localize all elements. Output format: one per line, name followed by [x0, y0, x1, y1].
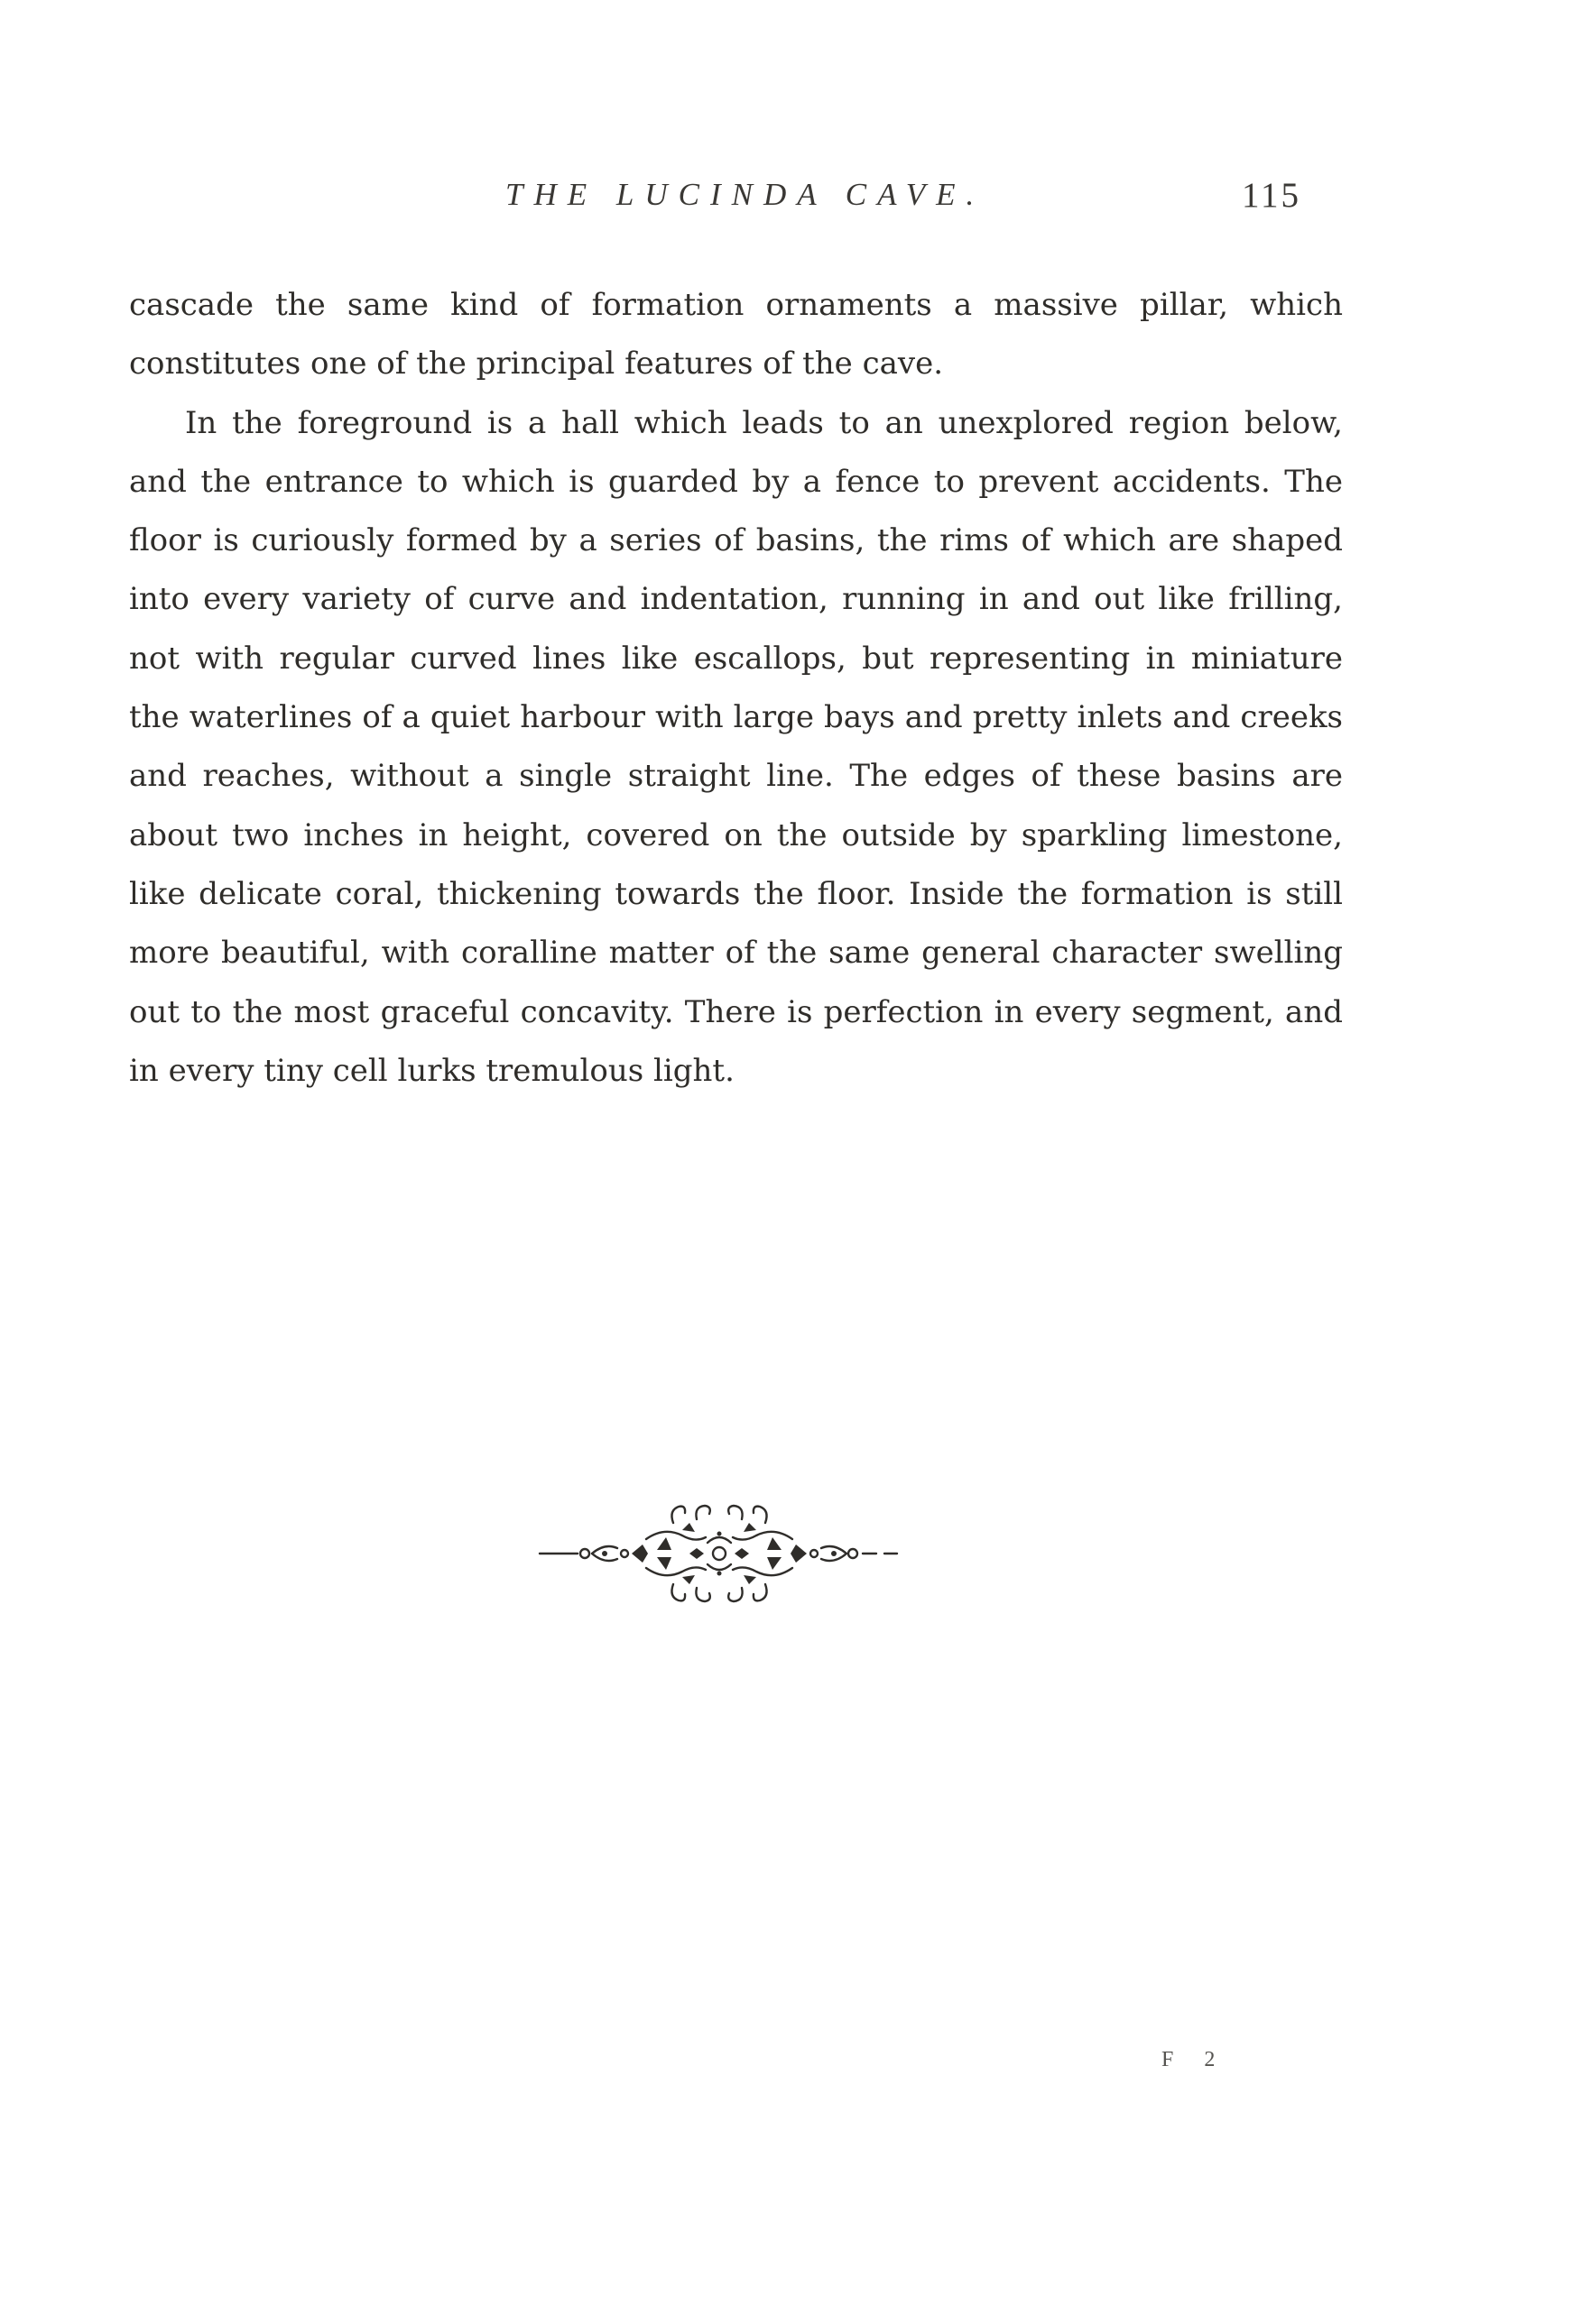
- page-number: 115: [1242, 176, 1302, 215]
- body-text: [129, 276, 1343, 1101]
- running-head: [0, 171, 1591, 226]
- paragraph-2: In the foreground is a hall which leads to an unexplored region below, and the entrance to which is guarded by a fence to prevent accidents. The floor is curiously formed by a series of basins, the rims of which are shaped into every variety of curve and indentation, running in and out like frilling, not with regular curved lines like escallops, but representing in miniature the waterlines of a quiet harbour with large bays and pretty inlets and creeks and reaches, without a single straight line. The edges of these basins are about two inches in height, covered on the outside by sparkling limestone, like delicate coral, thickening towards the floor. Inside the formation is still more beautiful, with coralline matter of the same general character swelling out to the most graceful concavity. There is perfection in every segment, and in every tiny cell lurks tremulous light.: [129, 404, 1343, 1089]
- paragraph-1: cascade the same kind of formation ornaments a massive pillar, which constitutes one of the principal features of the cave.: [129, 287, 1343, 383]
- signature-mark: F 2: [1161, 2048, 1228, 2071]
- running-title: THE LUCINDA CAVE.: [505, 177, 985, 212]
- floral-ornament-icon: [538, 1498, 902, 1609]
